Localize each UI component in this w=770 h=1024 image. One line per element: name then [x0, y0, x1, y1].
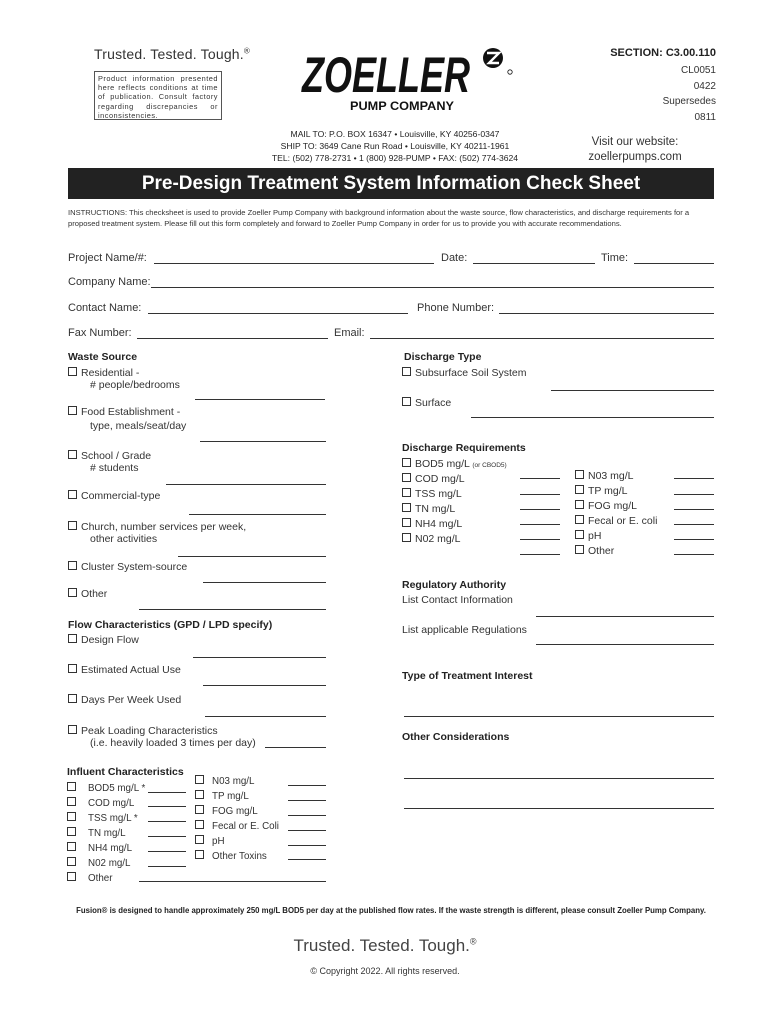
req-bod-field[interactable] — [520, 478, 560, 479]
food-checkbox[interactable] — [68, 406, 77, 415]
project-field[interactable] — [154, 263, 434, 264]
treatment-interest-field[interactable] — [404, 716, 714, 717]
req-fog-checkbox[interactable] — [575, 500, 584, 509]
influent-nh4[interactable]: NH4 mg/L — [67, 842, 132, 854]
cluster-field[interactable] — [203, 582, 326, 583]
discharge-type-heading: Discharge Type — [404, 351, 482, 363]
req-no2-checkbox[interactable] — [402, 533, 411, 542]
address-block: MAIL TO: P.O. BOX 16347 • Louisville, KY 40256-0347 SHIP TO: 3649 Cane Run Road • Louisville, KY 40211-1961 TEL: (502) 778-2731 • 1 (800) 928-PUMP • FAX: (502) 774-3624 — [271, 129, 519, 163]
fax-field[interactable] — [137, 338, 328, 339]
commercial-field[interactable] — [189, 514, 326, 515]
req-other-checkbox[interactable] — [575, 545, 584, 554]
peak-checkbox[interactable] — [68, 725, 77, 734]
food-field[interactable] — [200, 441, 326, 442]
time-label: Time: — [601, 252, 629, 264]
req-no3-checkbox[interactable] — [575, 470, 584, 479]
req-no2-field[interactable] — [520, 554, 560, 555]
req-nh4-checkbox[interactable] — [402, 518, 411, 527]
influent-no2-field[interactable] — [148, 866, 186, 867]
other-source-checkbox[interactable] — [68, 588, 77, 597]
estimated-use-checkbox[interactable] — [68, 664, 77, 673]
church-field[interactable] — [178, 556, 326, 557]
influent-toxins-checkbox[interactable] — [195, 850, 204, 859]
date-field[interactable] — [473, 263, 595, 264]
req-no3[interactable]: N03 mg/L — [575, 470, 634, 482]
influent-tp[interactable]: TP mg/L — [195, 790, 249, 802]
req-tss[interactable]: TSS mg/L — [402, 488, 462, 500]
influent-fecal-field[interactable] — [288, 830, 326, 831]
school-option[interactable]: School / Grade — [68, 450, 151, 462]
influent-tn-checkbox[interactable] — [67, 827, 76, 836]
regulatory-contact-label: List Contact Information — [402, 594, 513, 606]
req-other-field[interactable] — [674, 554, 714, 555]
influent-nh4-field[interactable] — [148, 851, 186, 852]
project-label: Project Name/#: — [68, 252, 147, 264]
influent-no2-checkbox[interactable] — [67, 857, 76, 866]
email-field[interactable] — [370, 338, 714, 339]
influent-ph-checkbox[interactable] — [195, 835, 204, 844]
phone-label: Phone Number: — [417, 302, 495, 314]
residential-checkbox[interactable] — [68, 367, 77, 376]
revision-info: CL0051 0422 Supersedes 0811 — [662, 65, 716, 123]
regulatory-heading: Regulatory Authority — [402, 579, 507, 591]
req-tp-checkbox[interactable] — [575, 485, 584, 494]
regulations-label: List applicable Regulations — [402, 624, 527, 636]
peak-field[interactable] — [265, 747, 326, 748]
influent-toxins-field[interactable] — [288, 859, 326, 860]
influent-ph[interactable]: pH — [195, 835, 225, 847]
influent-no3-checkbox[interactable] — [195, 775, 204, 784]
surface-checkbox[interactable] — [402, 397, 411, 406]
influent-tss-field[interactable] — [148, 821, 186, 822]
req-fecal[interactable]: Fecal or E. coli — [575, 515, 657, 527]
instructions: INSTRUCTIONS: This checksheet is used to provide Zoeller Pump Company with background information about the waste source, flow characteristics, and discharge requirements for a proposed treatment system. Please fill out this form completely and forward to Zoeller Pump Company in order for us to provide you with accurate recommendations. — [68, 208, 690, 228]
date-label: Date: — [441, 252, 468, 264]
influent-tss[interactable]: TSS mg/L * — [67, 812, 138, 824]
influent-bod[interactable]: BOD5 mg/L * — [67, 782, 145, 794]
req-other[interactable]: Other — [575, 545, 614, 557]
subsurface-option[interactable]: Subsurface Soil System — [402, 367, 526, 379]
brand-sub: PUMP COMPANY — [350, 99, 454, 113]
days-option[interactable]: Days Per Week Used — [68, 694, 181, 706]
cluster-checkbox[interactable] — [68, 561, 77, 570]
influent-other-checkbox[interactable] — [67, 872, 76, 881]
other-considerations-heading: Other Considerations — [402, 731, 510, 743]
tagline: Trusted. Tested. Tough.® — [94, 46, 250, 62]
influent-nh4-checkbox[interactable] — [67, 842, 76, 851]
req-ph-checkbox[interactable] — [575, 530, 584, 539]
flow-heading: Flow Characteristics (GPD / LPD specify) — [68, 619, 273, 631]
school-checkbox[interactable] — [68, 450, 77, 459]
influent-no3[interactable]: N03 mg/L — [195, 775, 254, 787]
email-label: Email: — [334, 327, 365, 339]
req-no2[interactable]: N02 mg/L — [402, 533, 461, 545]
food-sub: type, meals/seat/day — [90, 420, 187, 432]
req-tn[interactable]: TN mg/L — [402, 503, 455, 515]
phone-field[interactable] — [499, 313, 714, 314]
req-fecal-checkbox[interactable] — [575, 515, 584, 524]
estimated-use-field[interactable] — [203, 685, 326, 686]
influent-other-field[interactable] — [139, 881, 326, 882]
page-title: Pre-Design Treatment System Information Check Sheet — [68, 168, 714, 199]
req-fog[interactable]: FOG mg/L — [575, 500, 637, 512]
req-tss-checkbox[interactable] — [402, 488, 411, 497]
req-bod[interactable]: BOD5 mg/L (or CBOD5) — [402, 458, 507, 470]
influent-tn[interactable]: TN mg/L — [67, 827, 126, 839]
regulatory-contact-field[interactable] — [536, 616, 714, 617]
influent-cod-checkbox[interactable] — [67, 797, 76, 806]
req-ph[interactable]: pH — [575, 530, 601, 542]
brand-name: ZOELLER — [300, 47, 470, 103]
zoeller-emblem-icon — [483, 48, 512, 74]
influent-fecal-checkbox[interactable] — [195, 820, 204, 829]
subsurface-field[interactable] — [551, 390, 714, 391]
residential-sub: # people/bedrooms — [90, 379, 180, 391]
section-code: SECTION: C3.00.110 — [610, 47, 716, 59]
req-tn-field[interactable] — [520, 524, 560, 525]
req-nh4-field[interactable] — [520, 539, 560, 540]
influent-fog-field[interactable] — [288, 815, 326, 816]
footnote: Fusion® is designed to handle approximately 250 mg/L BOD5 per day at the published flow rates. If the waste strength is different, please consult Zoeller Pump Company. — [76, 906, 706, 915]
req-fecal-field[interactable] — [674, 524, 714, 525]
waste-source-heading: Waste Source — [68, 351, 138, 363]
influent-ph-field[interactable] — [288, 845, 326, 846]
subsurface-checkbox[interactable] — [402, 367, 411, 376]
req-tn-checkbox[interactable] — [402, 503, 411, 512]
days-checkbox[interactable] — [68, 694, 77, 703]
fax-label: Fax Number: — [68, 327, 132, 339]
design-flow-option[interactable]: Design Flow — [68, 634, 139, 646]
req-tp[interactable]: TP mg/L — [575, 485, 628, 497]
commercial-checkbox[interactable] — [68, 490, 77, 499]
food-option[interactable]: Food Establishment - — [68, 406, 180, 418]
surface-field[interactable] — [471, 417, 714, 418]
req-tss-field[interactable] — [520, 509, 560, 510]
influent-bod-field[interactable] — [148, 792, 186, 793]
residential-field[interactable] — [195, 399, 325, 400]
commercial-option[interactable]: Commercial-type — [68, 490, 160, 502]
influent-toxins[interactable]: Other Toxins — [195, 850, 267, 862]
other-considerations-field-2[interactable] — [404, 808, 714, 809]
req-bod-checkbox[interactable] — [402, 458, 411, 467]
influent-no2[interactable]: N02 mg/L — [67, 857, 130, 869]
req-tp-field[interactable] — [674, 494, 714, 495]
influent-tp-field[interactable] — [288, 800, 326, 801]
estimated-use-option[interactable]: Estimated Actual Use — [68, 664, 181, 676]
school-field[interactable] — [166, 484, 326, 485]
other-source-field[interactable] — [139, 609, 326, 610]
peak-sub: (i.e. heavily loaded 3 times per day) — [90, 737, 256, 749]
regulations-field[interactable] — [536, 644, 714, 645]
influent-other[interactable]: Other — [67, 872, 113, 884]
influent-tp-checkbox[interactable] — [195, 790, 204, 799]
other-source-option[interactable]: Other — [68, 588, 107, 600]
influent-bod-checkbox[interactable] — [67, 782, 76, 791]
req-fog-field[interactable] — [674, 509, 714, 510]
other-considerations-field-1[interactable] — [404, 778, 714, 779]
disclaimer-box: Product information presented here reflects conditions at time of publication. Consult factory regarding discrepancies or inconsistencies. — [94, 71, 222, 120]
influent-fecal[interactable]: Fecal or E. Coli — [195, 820, 279, 832]
church-sub: other activities — [90, 533, 158, 545]
church-option[interactable]: Church, number services per week, — [68, 521, 246, 533]
influent-heading: Influent Characteristics — [67, 766, 184, 778]
school-sub: # students — [90, 462, 139, 474]
footer-tagline: Trusted. Tested. Tough.® — [293, 936, 477, 955]
influent-tn-field[interactable] — [148, 836, 186, 837]
copyright: © Copyright 2022. All rights reserved. — [310, 966, 460, 976]
influent-fog[interactable]: FOG mg/L — [195, 805, 258, 817]
influent-no3-field[interactable] — [288, 785, 326, 786]
req-no3-field[interactable] — [674, 478, 714, 479]
zoeller-logo — [300, 46, 525, 122]
design-flow-checkbox[interactable] — [68, 634, 77, 643]
company-label: Company Name: — [68, 276, 151, 288]
influent-cod[interactable]: COD mg/L — [67, 797, 134, 809]
peak-option[interactable]: Peak Loading Characteristics — [68, 725, 218, 737]
treatment-interest-heading: Type of Treatment Interest — [402, 670, 533, 682]
req-cod-checkbox[interactable] — [402, 473, 411, 482]
req-ph-field[interactable] — [674, 539, 714, 540]
discharge-req-heading: Discharge Requirements — [402, 442, 526, 454]
website-block: Visit our website: zoellerpumps.com — [588, 136, 682, 163]
design-flow-field[interactable] — [193, 657, 326, 658]
req-cod-field[interactable] — [520, 494, 560, 495]
contact-field[interactable] — [148, 313, 408, 314]
req-nh4[interactable]: NH4 mg/L — [402, 518, 462, 530]
church-checkbox[interactable] — [68, 521, 77, 530]
cluster-option[interactable]: Cluster System-source — [68, 561, 187, 573]
influent-tss-checkbox[interactable] — [67, 812, 76, 821]
residential-option[interactable]: Residential - — [68, 367, 139, 379]
influent-fog-checkbox[interactable] — [195, 805, 204, 814]
days-field[interactable] — [205, 716, 326, 717]
req-cod[interactable]: COD mg/L — [402, 473, 465, 485]
time-field[interactable] — [634, 263, 714, 264]
surface-option[interactable]: Surface — [402, 397, 451, 409]
contact-label: Contact Name: — [68, 302, 142, 314]
company-field[interactable] — [151, 287, 714, 288]
influent-cod-field[interactable] — [148, 806, 186, 807]
